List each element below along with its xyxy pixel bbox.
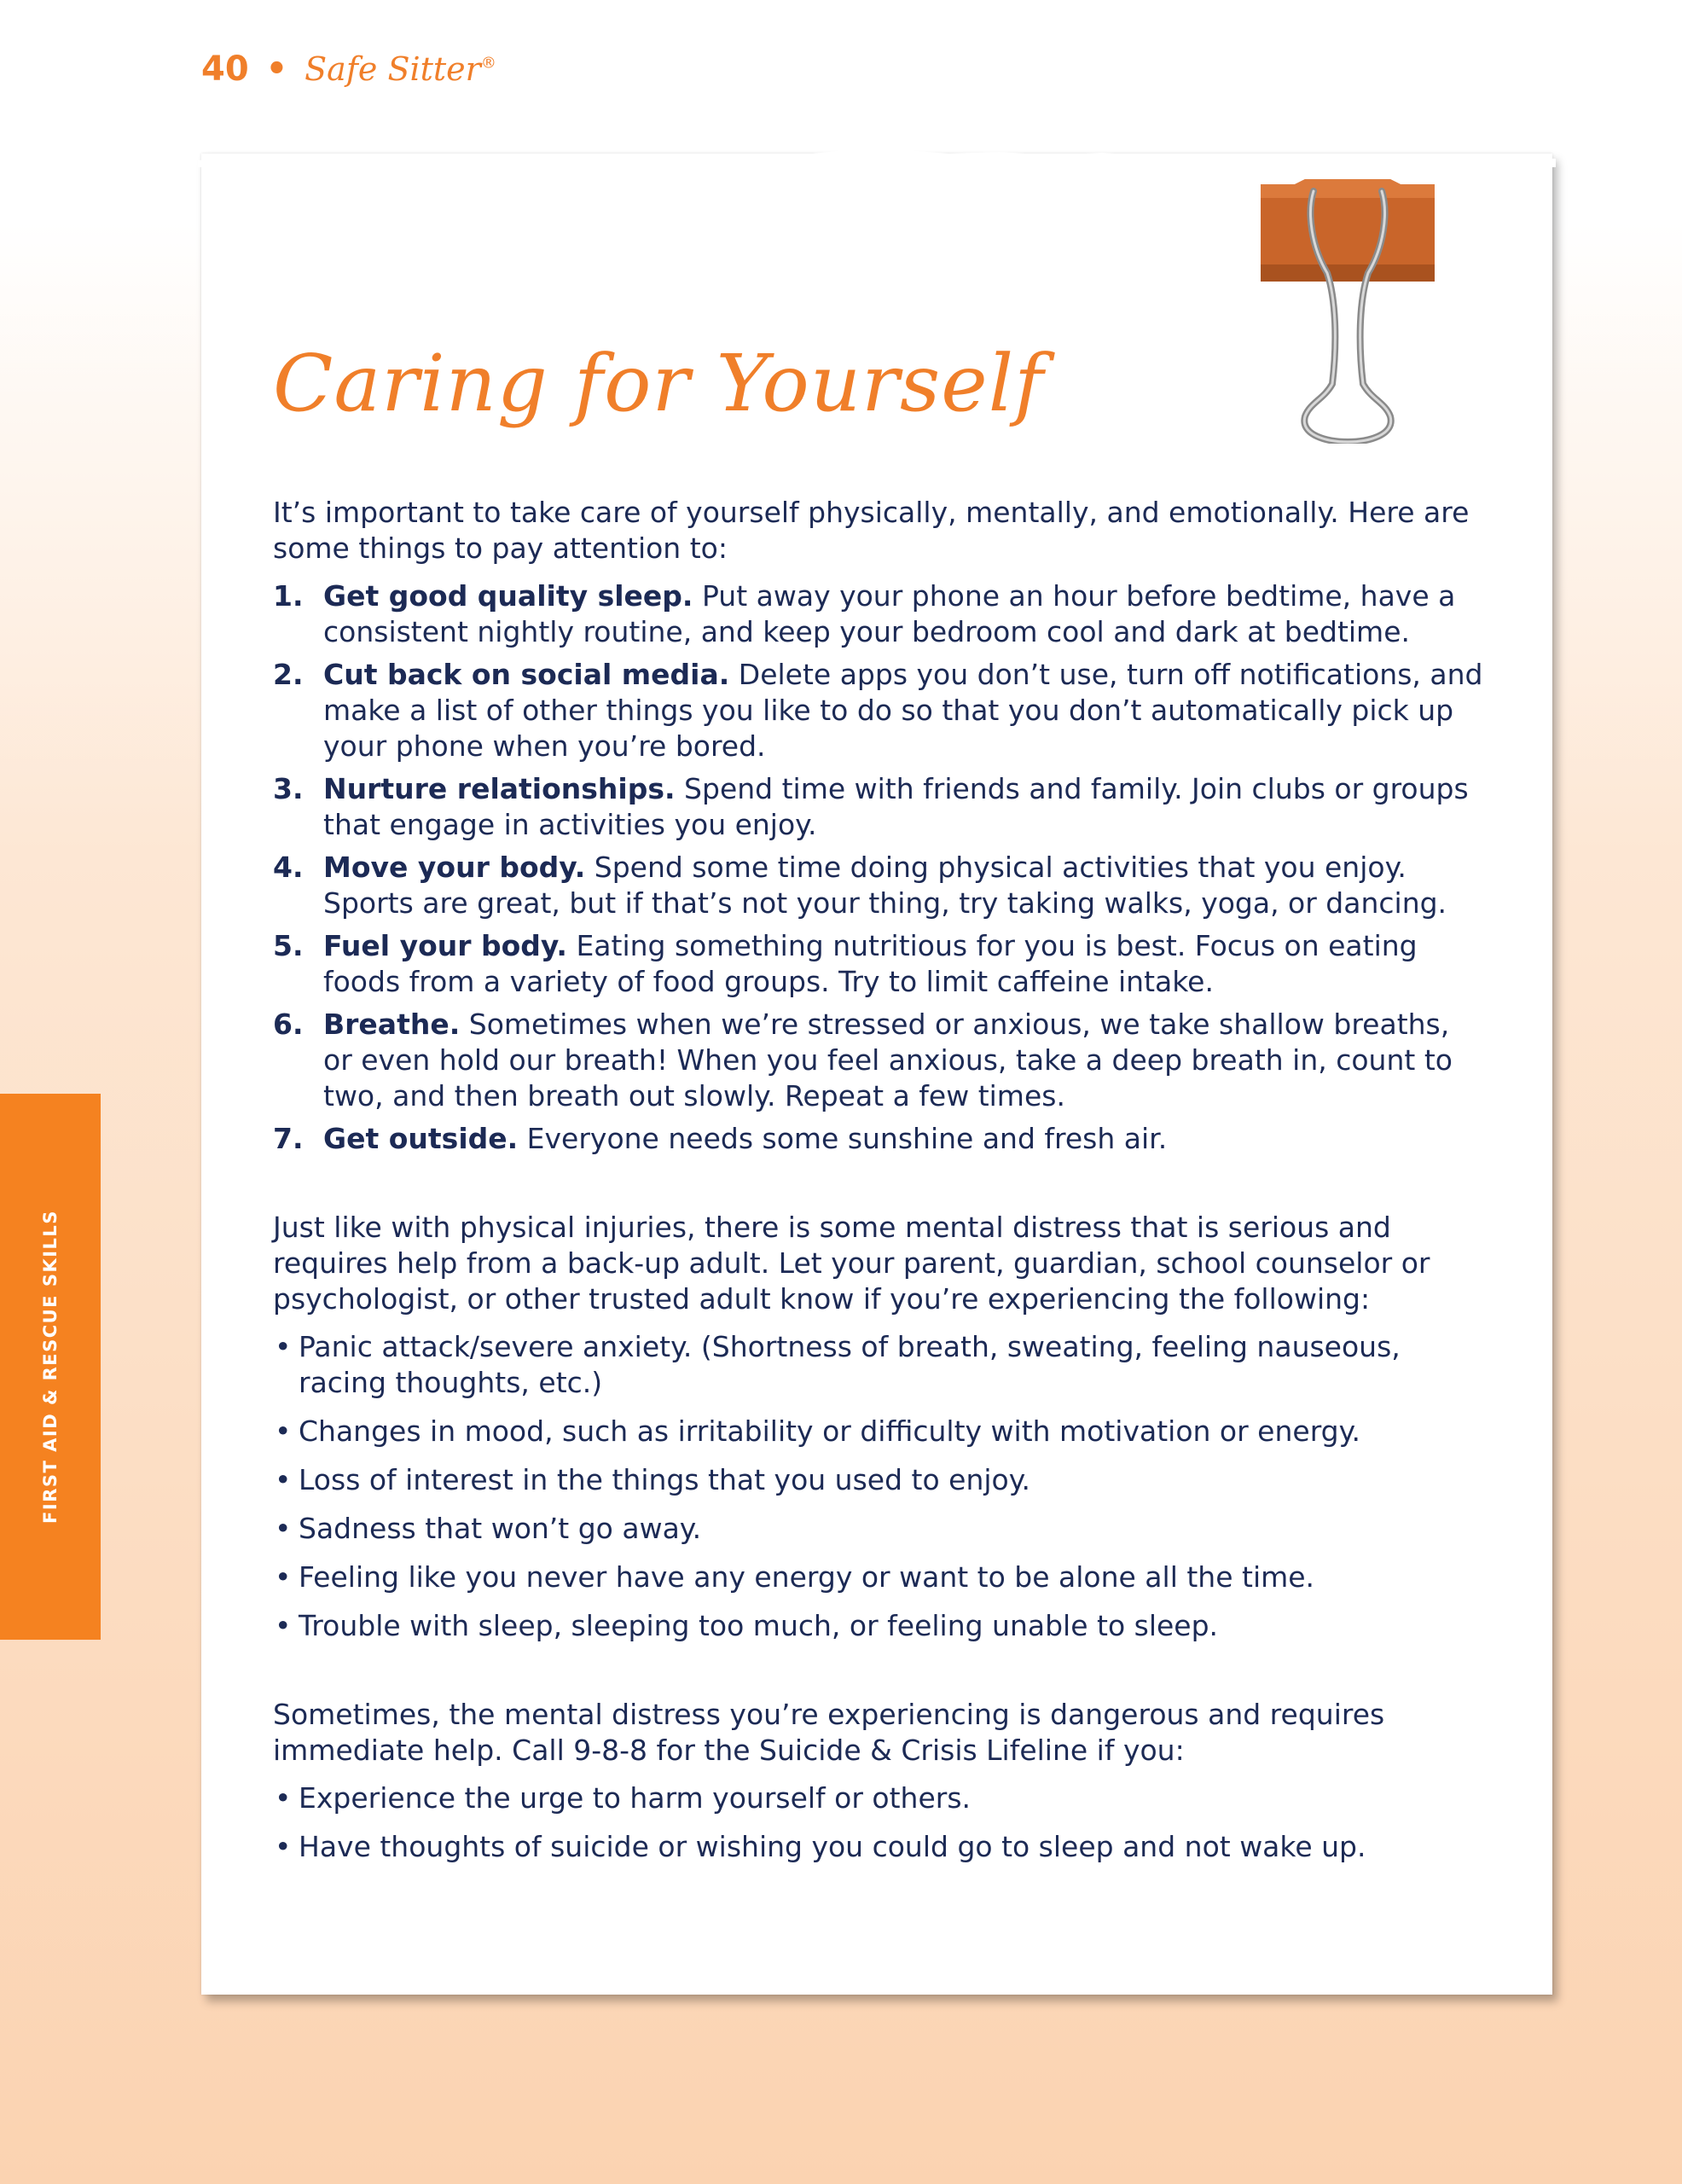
list-number: 2. [273,658,304,691]
list-number: 5. [273,929,304,962]
intro-paragraph: It’s important to take care of yourself physically, mentally, and emotionally. Here are some things to pay attention to: [273,496,1470,565]
list-number: 4. [273,851,304,884]
bullet-item [273,1462,1484,1498]
bullet-item [273,1829,1484,1865]
list-number: 3. [273,772,304,805]
bullet-icon: • [275,1830,292,1863]
brand-logo-text: Safe Sitter [304,50,481,88]
bullet-icon: • [275,1414,292,1448]
section-tab-label: FIRST AID & RESCUE SKILLS [40,1210,61,1524]
bullet-text: Trouble with sleep, sleeping too much, or feeling unable to sleep. [299,1609,1219,1642]
bullet-item [273,1329,1484,1401]
bullet-item [273,1511,1484,1547]
list-item-text: Spend time with friends and family. Join clubs or groups that engage in activities you enjoy. [323,772,1469,841]
page-number: 40 [201,49,249,89]
card-body [273,495,1484,1878]
torn-edge [198,142,1556,167]
list-item-text: Sometimes when we’re stressed or anxious, we take shallow breaths, or even hold our breath! When you feel anxious, take a deep breath in, count to two, and then breath out slowly. Repeat a few times. [323,1008,1453,1112]
list-item-heading: Nurture relationships. [323,772,676,805]
bullet-icon: • [275,1609,292,1642]
self-care-list [273,578,1484,1157]
paper-card [201,154,1552,1995]
bullet-text: Sadness that won’t go away. [299,1512,702,1545]
list-item [273,850,1484,921]
list-item-text: Put away your phone an hour before bedtime, have a consistent nightly routine, and keep your bedroom cool and dark at bedtime. [323,579,1456,648]
bullet-text: Feeling like you never have any energy or want to be alone all the time. [299,1560,1315,1594]
list-item [273,928,1484,1000]
distress-paragraph: Just like with physical injuries, there is some mental distress that is serious and requires help from a back-up adult. Let your parent, guardian, school counselor or psychologist, or other trusted adult know if you’re experiencing the following: [273,1211,1430,1316]
bullet-item [273,1608,1484,1644]
list-item [273,578,1484,650]
list-item-heading: Get good quality sleep. [323,579,693,613]
bullet-item [273,1414,1484,1449]
list-item-heading: Fuel your body. [323,929,567,962]
bullet-icon: • [275,1781,292,1815]
list-item [273,1007,1484,1114]
list-item-heading: Get outside. [323,1122,519,1155]
bullet-text: Changes in mood, such as irritability or difficulty with motivation or energy. [299,1414,1360,1448]
list-item-text: Spend some time doing physical activities that you enjoy. Sports are great, but if that’s not your thing, try taking walks, yoga, or dancing. [323,851,1447,920]
bullet-text: Have thoughts of suicide or wishing you could go to sleep and not wake up. [299,1830,1366,1863]
list-number: 1. [273,579,304,613]
list-number: 7. [273,1122,304,1155]
warning-signs-list [273,1329,1484,1644]
bullet-item [273,1780,1484,1816]
bullet-icon: • [275,1463,292,1496]
crisis-paragraph: Sometimes, the mental distress you’re experiencing is dangerous and requires immediate help. Call 9-8-8 for the Suicide & Crisis Lifeline if you: [273,1698,1385,1767]
page-title: Caring for Yourself [273,338,1045,429]
header-separator: • [265,49,288,89]
binder-clip-icon [1261,179,1435,444]
page-header [201,49,496,89]
list-number: 6. [273,1008,304,1041]
list-item-heading: Cut back on social media. [323,658,730,691]
list-item [273,657,1484,764]
list-item [273,771,1484,843]
bullet-text: Panic attack/severe anxiety. (Shortness of breath, sweating, feeling nauseous, racing thoughts, etc.) [299,1330,1401,1399]
bullet-text: Loss of interest in the things that you used to enjoy. [299,1463,1031,1496]
bullet-icon: • [275,1330,292,1363]
bullet-text: Experience the urge to harm yourself or others. [299,1781,972,1815]
list-item-text: Delete apps you don’t use, turn off notifications, and make a list of other things you like to do so that you don’t automatically pick up your phone when you’re bored. [323,658,1483,763]
bullet-icon: • [275,1560,292,1594]
list-item-heading: Breathe. [323,1008,461,1041]
section-side-tab [0,1094,101,1640]
bullet-icon: • [275,1512,292,1545]
list-item-heading: Move your body. [323,851,586,884]
list-item-text: Everyone needs some sunshine and fresh air. [526,1122,1168,1155]
list-item-text: Eating something nutritious for you is best. Focus on eating foods from a variety of food groups. Try to limit caffeine intake. [323,929,1418,998]
list-item [273,1121,1484,1157]
bullet-item [273,1560,1484,1595]
registered-mark: ® [480,54,496,73]
crisis-signs-list [273,1780,1484,1865]
